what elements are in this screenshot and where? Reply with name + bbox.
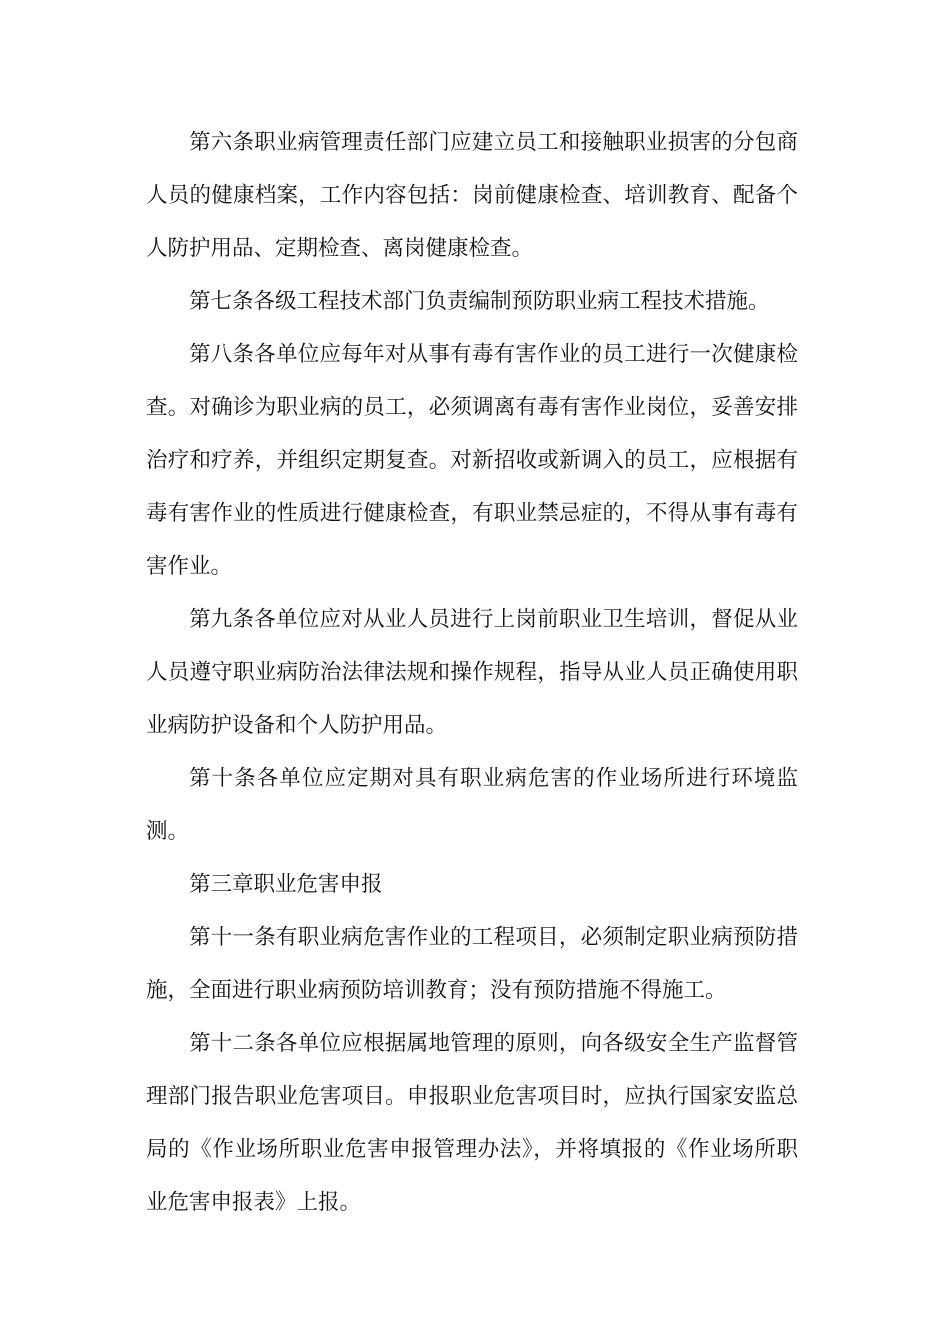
paragraph-article-10: 第十条各单位应定期对具有职业病危害的作业场所进行环境监测。 (146, 766, 798, 844)
paragraph-article-6: 第六条职业病管理责任部门应建立员工和接触职业损害的分包商人员的健康档案，工作内容包括：岗前健康检查、培训教育、配备个人防护用品、定期检查、离岗健康检查。 (146, 130, 798, 261)
paragraph-article-11: 第十一条有职业病危害作业的工程项目，必须制定职业病预防措施，全面进行职业病预防培训教育；没有预防措施不得施工。 (146, 925, 798, 1003)
paragraph-article-7: 第七条各级工程技术部门负责编制预防职业病工程技术措施。 (189, 289, 770, 314)
paragraph-article-8: 第八条各单位应每年对从事有毒有害作业的员工进行一次健康检查。对确诊为职业病的员工，必须调离有毒有害作业岗位，妥善安排治疗和疗养，并组织定期复查。对新招收或新调入的员工，应根据有毒有害作业的性质进行健康检查，有职业禁忌症的，不得从事有毒有害作业。 (146, 342, 798, 579)
paragraph-article-9: 第九条各单位应对从业人员进行上岗前职业卫生培训，督促从业人员遵守职业病防治法律法规和操作规程，指导从业人员正确使用职业病防护设备和个人防护用品。 (146, 607, 798, 738)
chapter-3-heading: 第三章职业危害申报 (189, 872, 383, 897)
document-body (146, 116, 798, 1229)
paragraph-article-12: 第十二条各单位应根据属地管理的原则，向各级安全生产监督管理部门报告职业危害项目。申报职业危害项目时，应执行国家安监总局的《作业场所职业危害申报管理办法》，并将填报的《作业场所职业危害申报表》上报。 (146, 1031, 798, 1215)
